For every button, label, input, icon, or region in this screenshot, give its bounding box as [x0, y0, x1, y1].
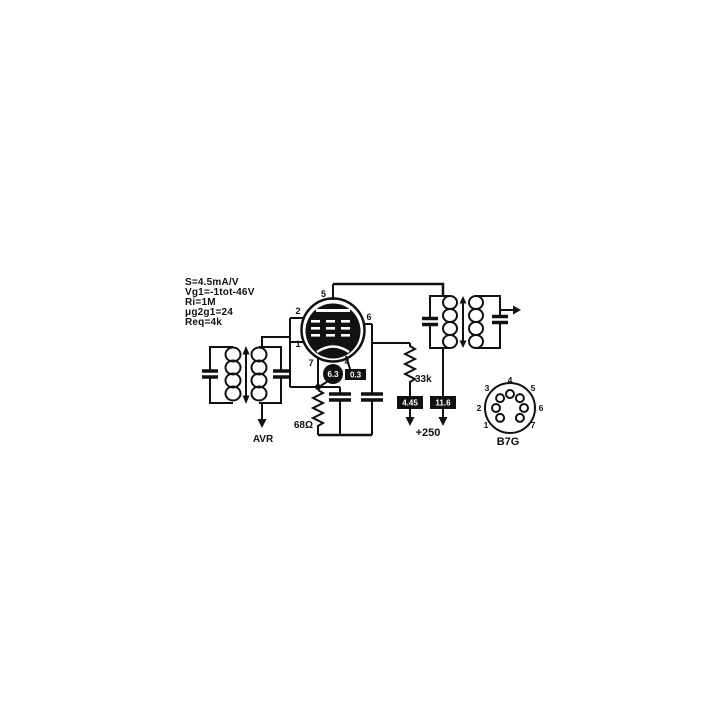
socket-pin2-hole: [492, 404, 500, 412]
output-if-transformer: [422, 296, 521, 348]
output-coupling-arrow: [460, 296, 467, 348]
spec-line-mu-g2g1: μg2g1=24: [185, 307, 234, 318]
socket-pin7-label: 7: [530, 420, 536, 430]
cathode-resistor: [313, 390, 323, 428]
screen-current-label: 4.45: [402, 398, 418, 408]
socket-pin4-label: 4: [507, 375, 513, 385]
spec-line-internal-resistance: Ri=1M: [185, 297, 216, 308]
socket-diagram: [477, 375, 544, 448]
socket-pin3-hole: [496, 394, 504, 402]
socket-pin5-hole: [516, 394, 524, 402]
socket-pin2-label: 2: [476, 403, 482, 413]
socket-pin5-label: 5: [530, 383, 536, 393]
grid-dashes: [311, 320, 350, 337]
screen-arrowhead: [406, 417, 415, 426]
socket-pin1-hole: [496, 414, 504, 422]
supply-voltage-label: +250: [415, 427, 441, 439]
input-primary-coil: [226, 348, 241, 401]
heater-current-label: 0.3: [349, 370, 362, 380]
anode-supply-branch: [416, 348, 456, 439]
screen-resistor-label: 33k: [415, 374, 432, 385]
input-coupling-arrow: [243, 346, 250, 404]
screen-network: [372, 324, 432, 426]
socket-pin1-label: 1: [483, 420, 489, 430]
pin7-label: 7: [308, 358, 314, 368]
grid-wire: [262, 337, 290, 347]
anode-current-label: 11.6: [435, 398, 451, 408]
spec-line-grid-voltage: Vg1=-1tot-46V: [185, 287, 255, 298]
socket-pin6-label: 6: [538, 403, 544, 413]
pin2-label: 2: [295, 306, 301, 316]
socket-pin6-hole: [520, 404, 528, 412]
anode-bar: [316, 309, 350, 312]
spec-line-transconductance: S=4.5mA/V: [185, 277, 239, 288]
pin6-label: 6: [366, 312, 372, 322]
output-arrow: [500, 306, 521, 315]
spec-text-block: [185, 277, 255, 328]
screen-resistor: [405, 343, 415, 396]
input-secondary-coil: [252, 348, 267, 401]
heater-voltage-label: 6.3: [327, 370, 339, 379]
pin5-label: 5: [320, 289, 326, 299]
socket-pin-holes: [492, 390, 528, 422]
output-secondary-coil: [469, 296, 483, 348]
pin4-label: 4: [344, 357, 350, 367]
input-if-transformer: [202, 337, 290, 404]
anode-arrowhead: [439, 417, 448, 426]
junction-dot: [315, 384, 321, 390]
anode-supply-wire: [333, 284, 443, 296]
screen-wire: [372, 324, 410, 343]
avc-label: AVR: [252, 434, 274, 445]
spec-line-req: Req=4k: [185, 317, 223, 328]
avc-arrowhead: [258, 419, 267, 428]
socket-pin7-hole: [516, 414, 524, 422]
cathode-resistor-label: 68Ω: [293, 420, 313, 431]
avc-line: [253, 403, 274, 445]
socket-name-label: B7G: [496, 436, 520, 448]
output-primary-coil: [443, 296, 457, 348]
pin1-label: 1: [295, 339, 301, 349]
socket-pin4-hole: [506, 390, 514, 398]
heater-badges: [319, 364, 366, 387]
socket-pin3-label: 3: [484, 383, 490, 393]
